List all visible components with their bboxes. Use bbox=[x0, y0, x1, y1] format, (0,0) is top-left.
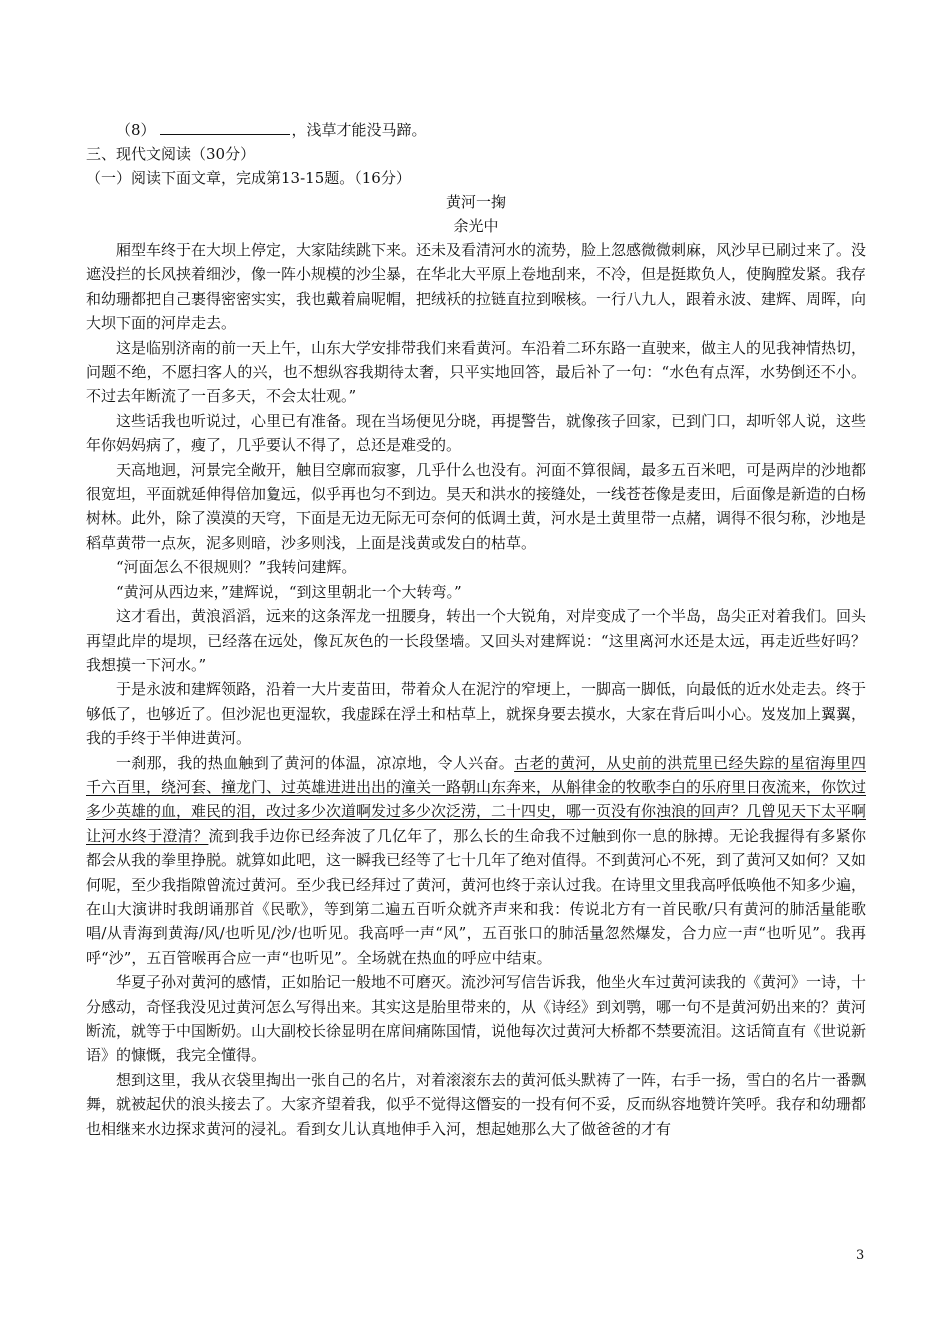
article-title: 黄河一掬 bbox=[445, 193, 506, 211]
paragraph bbox=[86, 970, 866, 1068]
paragraph-text: 天高地迥，河景完全敞开，触目空廓而寂寥，几乎什么也没有。河面不算很阔，最多五百米吧，可是两岸的沙地都很宽坦，平面就延伸得倍加夐远，似乎再也匀不到边。昊天和洪水的接缝处，一线苍苍像是麦田，后面像是新造的白杨树林。此外，除了漠漠的天穹，下面是无边无际无可奈何的低调土黄，河水是土黄里带一点赭，调得不很匀称，沙地是稻草黄带一点灰，泥多则暗，沙多则浅，上面是浅黄或发白的枯草。 bbox=[86, 460, 867, 552]
paragraph-text: 流到我手边你已经奔波了几亿年了，那么长的生命我不过触到你一息的脉搏。无论我握得有多紧你都会从我的拳里挣脱。就算如此吧，这一瞬我已经等了七十几年了绝对值得。不到黄河心不死，到了黄河又如何？又如何呢，至少我指隙曾流过黄河。至少我已经拜过了黄河，黄河也终于亲认过我。在诗里文里我高呼低唤他不知多少遍，在山大演讲时我朗诵那首《民歌》，等到第二遍五百听众就齐声来和我：传说北方有一首民歌/只有黄河的肺活量能歌唱/从青海到黄海/风/也听见/沙/也听见。我高呼一声“风”，五百张口的肺活量忽然爆发，合力应一声“也听见”。我再呼“沙”，五百管喉再合应一声“也听见”。全场就在热血的呼应中结束。 bbox=[86, 826, 867, 967]
paragraph bbox=[86, 458, 866, 556]
paragraph bbox=[86, 751, 866, 971]
article-author: 余光中 bbox=[453, 217, 499, 235]
paragraph bbox=[86, 336, 866, 409]
question-8-text: ，浅草才能没马蹄。 bbox=[291, 121, 427, 139]
paragraph-text: “黄河从西边来，”建辉说，“到这里朝北一个大转弯。” bbox=[116, 582, 462, 601]
paragraph bbox=[86, 1068, 866, 1141]
paragraph-text: “河面怎么不很规则？”我转问建辉。 bbox=[116, 558, 357, 577]
underlined-text: 古老的黄河，从史前的洪荒里已经失踪的星宿海里四千六百里，绕河套、撞龙门、过英雄进进出出的潼关一路朝山东奔来，从斛律金的牧歌李白的乐府里日夜流来，你饮过多少英雄的血，难民的泪，改过多少次道啊发过多少次泛涝，二十四史，哪一页没有你浊浪的回声？几曾见天下太平啊让河水终于澄清？ bbox=[86, 753, 867, 845]
paragraph bbox=[86, 409, 866, 458]
answer-blank[interactable] bbox=[160, 120, 290, 135]
article-paragraphs bbox=[86, 238, 866, 1141]
document-body bbox=[86, 118, 866, 1141]
section-heading: 三、现代文阅读（30分） bbox=[86, 145, 256, 163]
paragraph bbox=[86, 580, 866, 604]
paragraph-text: 于是永波和建辉领路，沿着一大片麦苗田，带着众人在泥泞的窄埂上，一脚高一脚低，向最低的近水处走去。终于够低了，也够近了。但沙泥也更湿软，我虚踩在浮土和枯草上，就探身要去摸水，大家在背后叫小心。岌岌加上翼翼，我的手终于半伸进黄河。 bbox=[86, 680, 867, 748]
paragraph-text: 这些话我也听说过，心里已有准备。现在当场便见分晓，再提警告，就像孩子回家，已到门口，却听邻人说，这些年你妈妈病了，瘦了，几乎要认不得了，总还是难受的。 bbox=[86, 411, 867, 455]
paragraph-text: 华夏子孙对黄河的感情，正如胎记一般地不可磨灭。流沙河写信告诉我，他坐火车过黄河读我的《黄河》一诗，十分感动，奇怪我没见过黄河怎么写得出来。其实这是胎里带来的，从《诗经》到刘鹗，哪一句不是黄河奶出来的？黄河断流，就等于中国断奶。山大副校长徐显明在席间痛陈国情，说他每次过黄河大桥都不禁要流泪。这话简直有《世说新语》的慷慨，我完全懂得。 bbox=[86, 973, 867, 1065]
page-number: 3 bbox=[856, 1248, 865, 1263]
paragraph bbox=[86, 677, 866, 750]
paragraph-text: 这才看出，黄浪滔滔，远来的这条浑龙一扭腰身，转出一个大锐角，对岸变成了一个半岛，岛尖正对着我们。回头再望此岸的堤坝，已经落在远处，像瓦灰色的一长段堡墙。又回头对建辉说：“这里离河水还是太远，再走近些好吗？我想摸一下河水。” bbox=[86, 607, 867, 674]
paragraph-text: 这是临别济南的前一天上午，山东大学安排带我们来看黄河。车沿着二环东路一直驶来，做主人的见我神情热切，问题不绝，不愿扫客人的兴，也不想纵容我期待太奢，只平实地回答，最后补了一句：“水色有点浑，水势倒还不小。不过去年断流了一百多天，不会太壮观。” bbox=[86, 338, 867, 406]
paragraph-text: 想到这里，我从衣袋里掏出一张自己的名片，对着滚滚东去的黄河低头默祷了一阵，右手一扬，雪白的名片一番飘舞，就被起伏的浪头接去了。大家齐望着我，似乎不觉得这僭妄的一投有何不妥，反而纵容地赞许笑呼。我存和幼珊都也相继来水边探求黄河的浸礼。看到女儿认真地伸手入河，想起她那么大了做爸爸的才有 bbox=[86, 1070, 867, 1138]
paragraph bbox=[86, 238, 866, 336]
question-8 bbox=[86, 118, 866, 142]
paragraph bbox=[86, 555, 866, 579]
paragraph bbox=[86, 604, 866, 677]
paragraph-text: 一刹那，我的热血触到了黄河的体温，凉凉地，令人兴奋。 bbox=[116, 753, 515, 772]
question-8-number: （8） bbox=[116, 121, 156, 139]
paragraph-text: 厢型车终于在大坝上停定，大家陆续跳下来。还未及看清河水的流势，脸上忽感微微刺麻，风沙早已刷过来了。没遮没拦的长风挟着细沙，像一阵小规模的沙尘暴，在华北大平原上卷地刮来，不冷，但是挺欺负人，使胸膛发紧。我存和幼珊都把自己裹得密密实实，我也戴着扁呢帽，把绒袄的拉链直拉到喉核。一行八九人，跟着永波、建辉、周晖，向大坝下面的河岸走去。 bbox=[86, 241, 867, 333]
subsection-heading: （一）阅读下面文章，完成第13-15题。（16分） bbox=[86, 169, 411, 187]
